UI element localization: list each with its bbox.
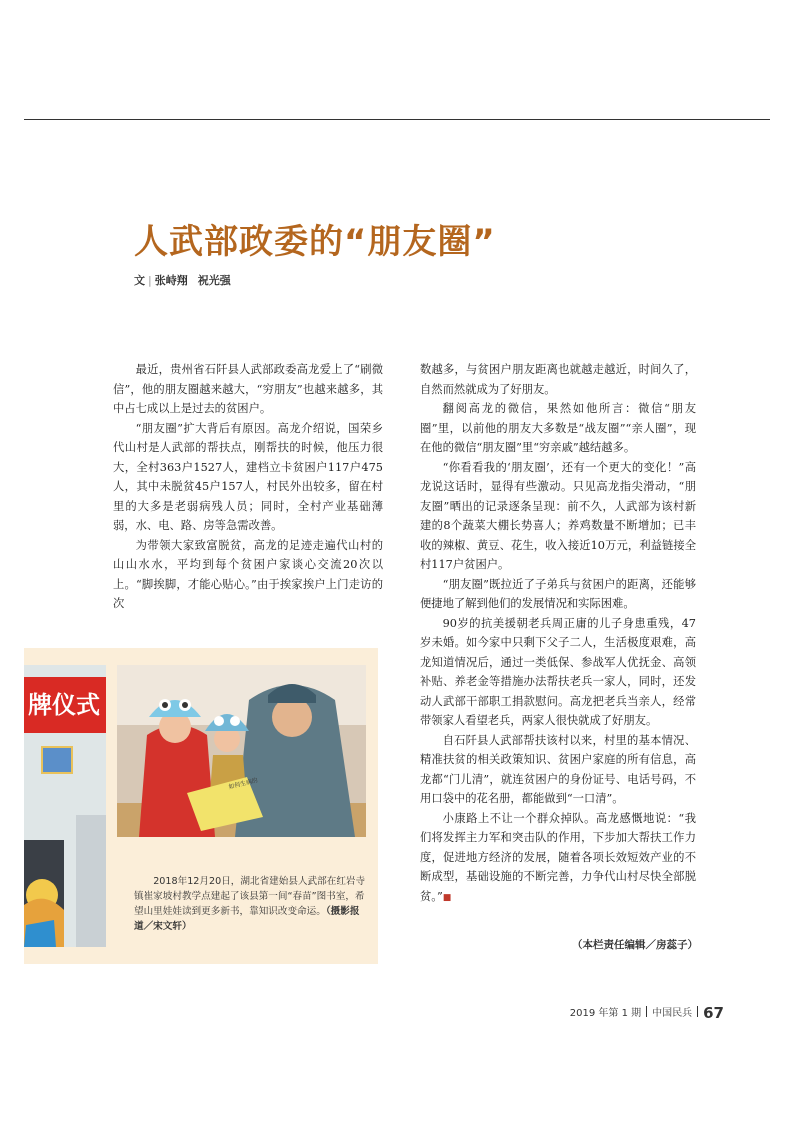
paragraph: 数越多，与贫困户朋友距离也就越走越近，时间久了，自然而然就成为了好朋友。 <box>420 363 696 396</box>
book-title: 如何生病的 <box>227 776 259 791</box>
magazine-name: 中国民兵 <box>652 1008 693 1019</box>
paragraph: 为带领大家致富脱贫，高龙的足迹走遍代山村的山山水水，平均到每个贫困户家谈心交流20次以上。“脚挨脚，才能心贴心。”由于挨家挨户上门走访的次 <box>113 538 383 610</box>
article-title: 人武部政委的“朋友圈” <box>134 222 496 262</box>
paragraph: 90岁的抗美援朝老兵周正庸的儿子身患重残，47岁未婚。如今家中只剩下父子二人，生活极度艰难，高龙知道情况后，通过一类低保、参战军人优抚金、高领补贴、养老金等措施办法帮扶老兵一家人，同时，还发动人武部干部职工捐款慰问。高龙把老兵当亲人，经常带领家人看望老兵，两家人很快就成了好朋友。 <box>420 616 696 727</box>
photo-ceremony <box>24 665 106 947</box>
paragraph: 最近，贵州省石阡县人武部政委高龙爱上了“刷微信”，他的朋友圈越来越大，“穷朋友”也越来越多，其中占七成以上是过去的贫困户。 <box>113 363 383 415</box>
author-name: 祝光强 <box>197 274 231 287</box>
left-text-column <box>113 360 383 614</box>
photo-caption <box>134 874 366 934</box>
paragraph: “你看看我的‘朋友圈’，还有一个更大的变化！”高龙说这话时，显得有些激动。只见高龙指尖滑动，“朋友圈”晒出的记录逐条呈现：前不久，人武部为该村新建的8个蔬菜大棚长势喜人；养鸡数量不断增加；已丰收的辣椒、黄豆、花生，收入接近10万元，利益链接全村117户贫困户。 <box>420 460 696 571</box>
photo-credit: （摄影报道／宋文轩） <box>134 906 360 932</box>
page-footer <box>570 1004 724 1022</box>
paragraph: “朋友圈”既拉近了子弟兵与贫困户的距离，还能够便捷地了解到他们的发展情况和实际困难。 <box>420 577 696 610</box>
paragraph-text: 小康路上不让一个群众掉队。高龙感慨地说：“我们将发挥主力军和突击队的作用，下步加大帮扶工作力度，促进地方经济的发展，随着各项长效短效产业的不断成型，基础设施的不断完善，力争代山村尽快全部脱贫。” <box>420 811 696 903</box>
ceremony-scene-image <box>24 665 106 947</box>
paragraph: 自石阡县人武部帮扶该村以来，村里的基本情况、精准扶贫的相关政策知识、贫困户家庭的所有信息，高龙都“门儿清”，就连贫困户的身份证号、电话号码，不用口袋中的花名册，都能做到“一口清”。 <box>420 733 696 805</box>
top-rule <box>24 119 770 120</box>
photo-banner: 牌仪式 <box>24 677 106 733</box>
photo-panel <box>24 648 378 964</box>
photo-reading <box>117 665 366 837</box>
byline-label: 文 <box>134 274 145 287</box>
editor-note: （本栏责任编辑／房蕊子） <box>572 939 698 951</box>
author-name: 张峙翔 <box>154 274 188 287</box>
caption-text: 2018年12月20日，湖北省建始县人武部在红岩寺镇崔家坡村教学点建起了该县第一间“春苗”图书室，希望山里娃娃读到更多新书，靠知识改变命运。 <box>134 876 366 917</box>
issue-label: 2019 年第 1 期 <box>569 1008 642 1019</box>
paragraph <box>420 809 696 909</box>
end-mark-icon: ■ <box>442 892 452 903</box>
paragraph: “朋友圈”扩大背后有原因。高龙介绍说，国荣乡代山村是人武部的帮扶点，刚帮扶的时候，他压力很大，全村363户1527人，建档立卡贫困户117户475人，其中未脱贫45户157人，村民外出较多，留在村里的大多是老弱病残人员；同时，全村产业基础薄弱，水、电、路、房等急需改善。 <box>113 421 383 532</box>
paragraph: 翻阅高龙的微信，果然如他所言：微信“朋友圈”里，以前他的朋友大多数是“战友圈”“亲人圈”，现在他的微信“朋友圈”里“穷亲戚”越结越多。 <box>420 402 696 454</box>
page-number: 67 <box>703 1004 724 1022</box>
byline: 文 | 张峙翔 祝光强 <box>134 274 231 287</box>
right-text-column <box>420 360 696 908</box>
